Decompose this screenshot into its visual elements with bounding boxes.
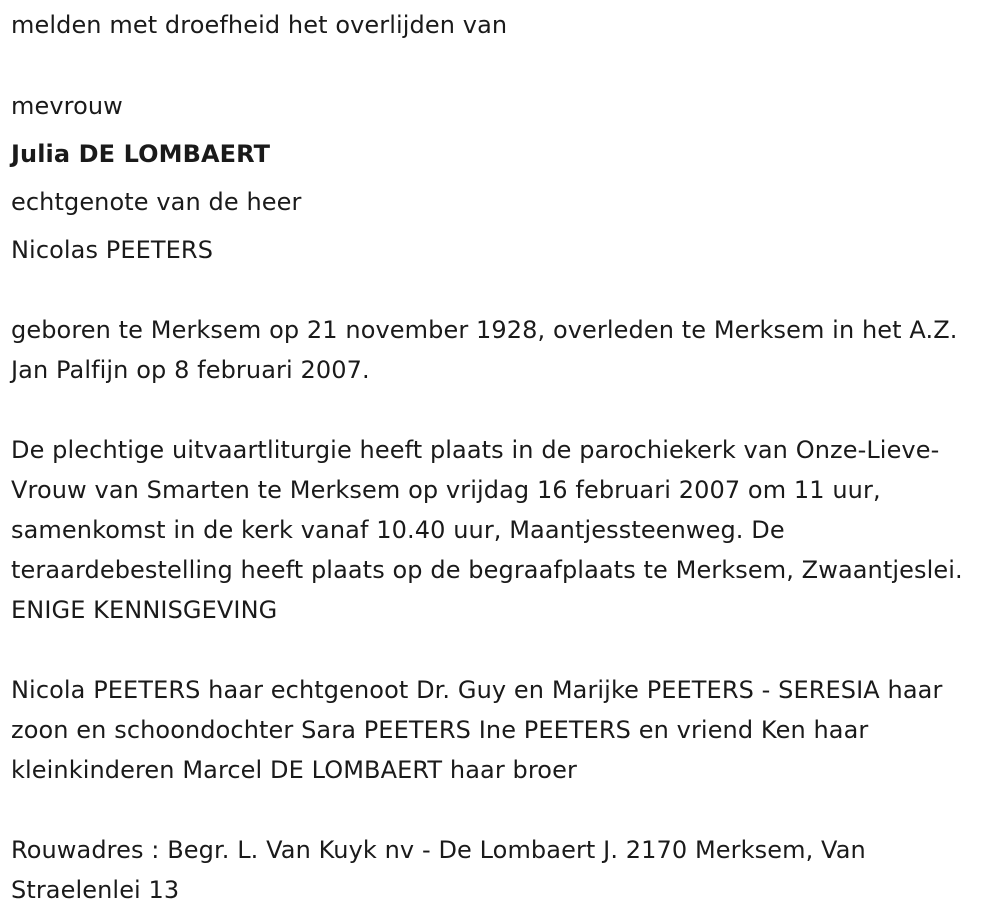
intro-text: melden met droefheid het overlijden van xyxy=(11,11,508,39)
family-paragraph: Nicola PEETERS haar echtgenoot Dr. Guy en Marijke PEETERS - SERESIA haar zoon en schoondochter Sara PEETERS Ine PEETERS en vriend Ken haar kleinkinderen Marcel DE LOMBAERT haar broer xyxy=(11,676,943,784)
funeral-paragraph: De plechtige uitvaartliturgie heeft plaats in de parochiekerk van Onze-Lieve-Vrouw van Smarten te Merksem op vrijdag 16 februari 2007 om 11 uur, samenkomst in de kerk vanaf 10.40 uur, Maantjessteenweg. De teraardebestelling heeft plaats op de begraafplaats te Merksem, Zwaantjeslei. ENIGE KENNISGEVING xyxy=(11,436,963,624)
deceased-name: Julia DE LOMBAERT xyxy=(11,140,271,168)
honorific-title: mevrouw xyxy=(11,92,123,120)
spouse-name: Nicolas PEETERS xyxy=(11,236,214,264)
spouse-relation: echtgenote van de heer xyxy=(11,188,302,216)
address-paragraph: Rouwadres : Begr. L. Van Kuyk nv - De Lombaert J. 2170 Merksem, Van Straelenlei 13 xyxy=(11,836,866,904)
birth-death-paragraph: geboren te Merksem op 21 november 1928, overleden te Merksem in het A.Z. Jan Palfijn op 8 februari 2007. xyxy=(11,316,958,384)
